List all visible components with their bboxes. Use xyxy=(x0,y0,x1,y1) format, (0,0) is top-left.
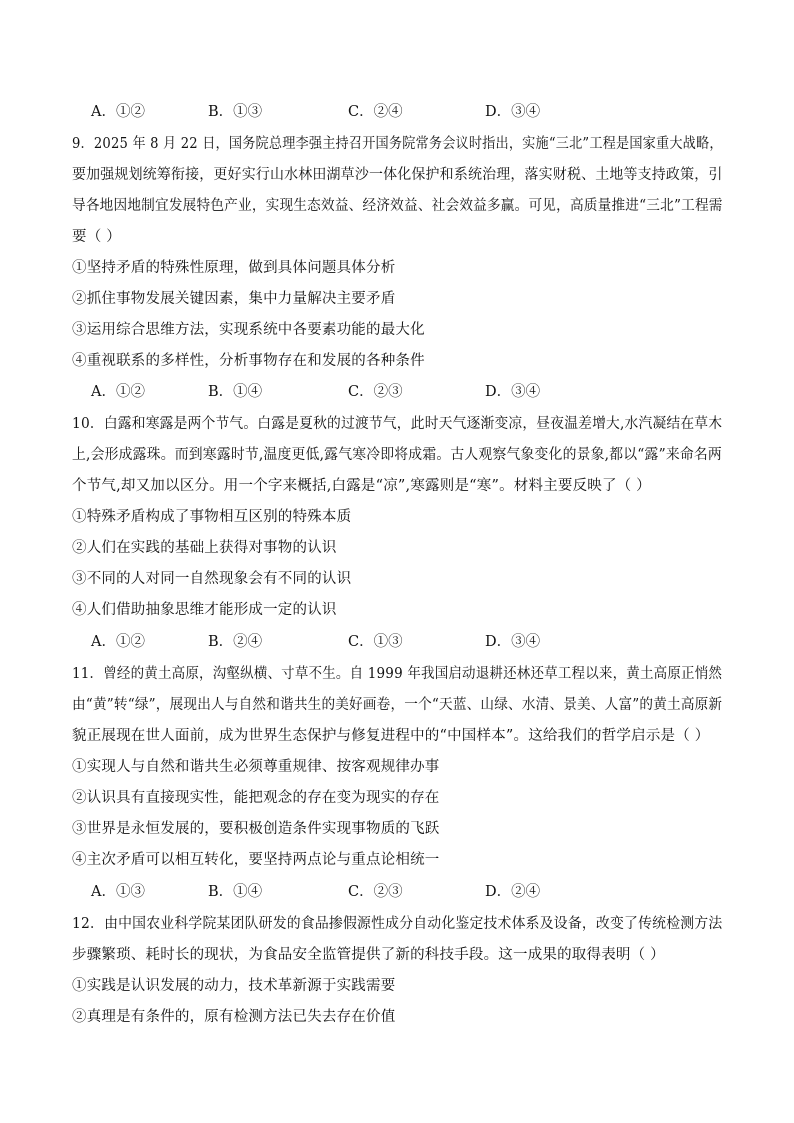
q9-options xyxy=(91,382,731,402)
q11-statement-2: ②认识具有直接现实性，能把观念的存在变为现实的存在 xyxy=(72,790,440,806)
q9-statement-2: ②抓住事物发展关键因素，集中力量解决主要矛盾 xyxy=(72,291,396,307)
q10-option-c: C．①③ xyxy=(348,634,403,650)
q9-option-a: A．①② xyxy=(91,384,145,400)
q9-statement-4: ④重视联系的多样性，分析事物存在和发展的各种条件 xyxy=(72,353,425,369)
q10-statement-2: ②人们在实践的基础上获得对事物的认识 xyxy=(72,540,337,556)
q12-statement-2: ②真理是有条件的，原有检测方法已失去存在价值 xyxy=(72,1009,396,1025)
q11-stem-line-3: 貌正展现在世人面前，成为世界生态保护与修复进程中的“中国样本”。这给我们的哲学启示是（ ） xyxy=(72,728,710,744)
q11-option-d: D．②④ xyxy=(485,884,541,900)
q12-statement-1: ①实践是认识发展的动力，技术革新源于实践需要 xyxy=(72,978,396,994)
q9-option-d: D．③④ xyxy=(485,384,541,400)
q12-stem-line-1: 12．由中国农业科学院某团队研发的食品掺假源性成分自动化鉴定技术体系及设备，改变了传统检测方法 xyxy=(72,916,723,932)
q9-stem-line-1: 9．2025 年 8 月 22 日，国务院总理李强主持召开国务院常务会议时指出，实施“三北”工程是国家重大战略， xyxy=(72,136,723,152)
q9-stem-line-4: 要（ ） xyxy=(72,229,121,245)
q11-statement-4: ④主次矛盾可以相互转化，要坚持两点论与重点论相统一 xyxy=(72,852,440,868)
q10-statement-3: ③不同的人对同一自然现象会有不同的认识 xyxy=(72,571,352,587)
q8-option-d: D．③④ xyxy=(485,104,541,120)
q11-option-c: C．②③ xyxy=(348,884,403,900)
q10-stem-line-3: 个节气,却又加以区分。用一个字来概括,白露是“凉”,寒露则是“寒”。材料主要反映了（ ） xyxy=(72,478,651,494)
q10-stem-line-2: 上,会形成露珠。而到寒露时节,温度更低,露气寒冷即将成霜。古人观察气象变化的景象,都以“露”来命名两 xyxy=(72,447,722,463)
q10-stem-line-1: 10．白露和寒露是两个节气。白露是夏秋的过渡节气，此时天气逐渐变凉，昼夜温差增大,水汽凝结在草木 xyxy=(72,416,723,432)
q9-statement-3: ③运用综合思维方法，实现系统中各要素功能的最大化 xyxy=(72,322,425,338)
q8-options xyxy=(91,102,731,122)
q9-option-c: C．②③ xyxy=(348,384,403,400)
q10-options xyxy=(91,632,731,652)
q9-statement-1: ①坚持矛盾的特殊性原理，做到具体问题具体分析 xyxy=(72,260,396,276)
q10-option-a: A．①② xyxy=(91,634,145,650)
q10-statement-1: ①特殊矛盾构成了事物相互区别的特殊本质 xyxy=(72,509,352,525)
q9-option-b: B．①④ xyxy=(208,384,263,400)
q11-option-a: A．①③ xyxy=(91,884,145,900)
q9-stem-line-3: 导各地因地制宜发展特色产业，实现生态效益、经济效益、社会效益多赢。可见，高质量推进“三北”工程需 xyxy=(72,198,723,214)
q10-option-b: B．②④ xyxy=(208,634,263,650)
q11-stem-line-2: 由“黄”转“绿”，展现出人与自然和谐共生的美好画卷，一个“天蓝、山绿、水清、景美、人富”的黄土高原新 xyxy=(72,697,723,713)
q11-options xyxy=(91,882,731,902)
q10-option-d: D．③④ xyxy=(485,634,541,650)
q8-option-a: A．①② xyxy=(91,104,145,120)
q11-statement-1: ①实现人与自然和谐共生必须尊重规律、按客观规律办事 xyxy=(72,759,440,775)
q11-stem-line-1: 11．曾经的黄土高原，沟壑纵横、寸草不生。自 1999 年我国启动退耕还林还草工程以来，黄土高原正悄然 xyxy=(72,666,723,682)
q11-option-b: B．①④ xyxy=(208,884,263,900)
q8-option-c: C．②④ xyxy=(348,104,403,120)
q11-statement-3: ③世界是永恒发展的，要积极创造条件实现事物质的飞跃 xyxy=(72,821,440,837)
q8-option-b: B．①③ xyxy=(208,104,263,120)
q12-stem-line-2: 步骤繁琐、耗时长的现状，为食品安全监管提供了新的科技手段。这一成果的取得表明（ ） xyxy=(72,947,665,963)
q9-stem-line-2: 要加强规划统筹衔接，更好实行山水林田湖草沙一体化保护和系统治理，落实财税、土地等支持政策，引 xyxy=(72,167,723,183)
q10-statement-4: ④人们借助抽象思维才能形成一定的认识 xyxy=(72,602,337,618)
